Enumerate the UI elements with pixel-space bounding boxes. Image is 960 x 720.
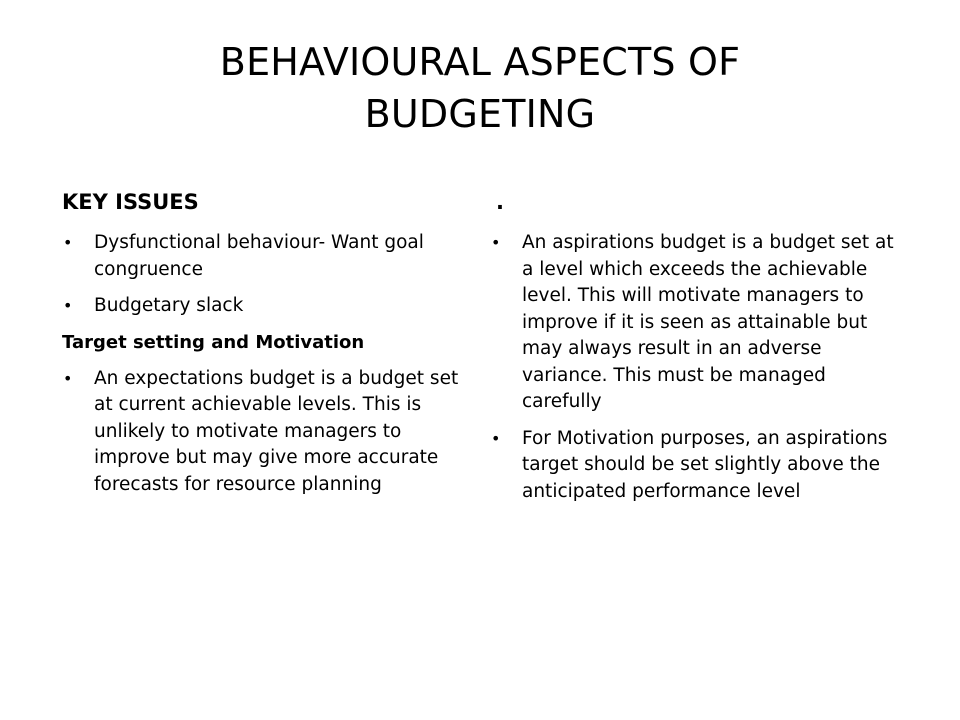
right-column-heading: .: [496, 190, 504, 214]
left-column: [62, 188, 472, 508]
bullet-icon: •: [63, 368, 73, 388]
bullet-icon: •: [491, 428, 501, 448]
list-item: [490, 230, 910, 416]
slide-title-line-1: BEHAVIOURAL ASPECTS OF: [219, 40, 741, 84]
list-item: [490, 426, 910, 506]
key-issues-heading: KEY ISSUES: [62, 190, 199, 214]
list-item-text: An expectations budget is a budget set at current achievable levels. This is unlikely to motivate managers to improve but may give more accurate forecasts for resource planning: [94, 367, 459, 495]
bullet-icon: •: [491, 233, 501, 252]
key-issues-list: [62, 230, 472, 320]
list-item-text: An aspirations budget is a budget set at a level which exceeds the achievable level. This will motivate managers to improve if it is seen as attainable but may always result in an adverse variance. This must be managed carefully: [522, 232, 894, 412]
aspirations-list: [490, 230, 910, 505]
bullet-icon: •: [63, 296, 73, 315]
target-setting-heading: Target setting and Motivation: [62, 331, 365, 353]
list-item: [62, 230, 472, 283]
target-setting-list: [62, 366, 472, 499]
right-column: [490, 188, 910, 515]
list-item-text: Budgetary slack: [94, 295, 244, 316]
list-item: [62, 366, 472, 499]
slide-title: [0, 36, 960, 140]
slide-title-line-2: BUDGETING: [364, 92, 596, 136]
bullet-icon: •: [63, 233, 73, 252]
list-item-text: Dysfunctional behaviour- Want goal congruence: [94, 232, 424, 280]
list-item: [62, 293, 472, 320]
list-item-text: For Motivation purposes, an aspirations target should be set slightly above the anticipated performance level: [522, 427, 888, 502]
